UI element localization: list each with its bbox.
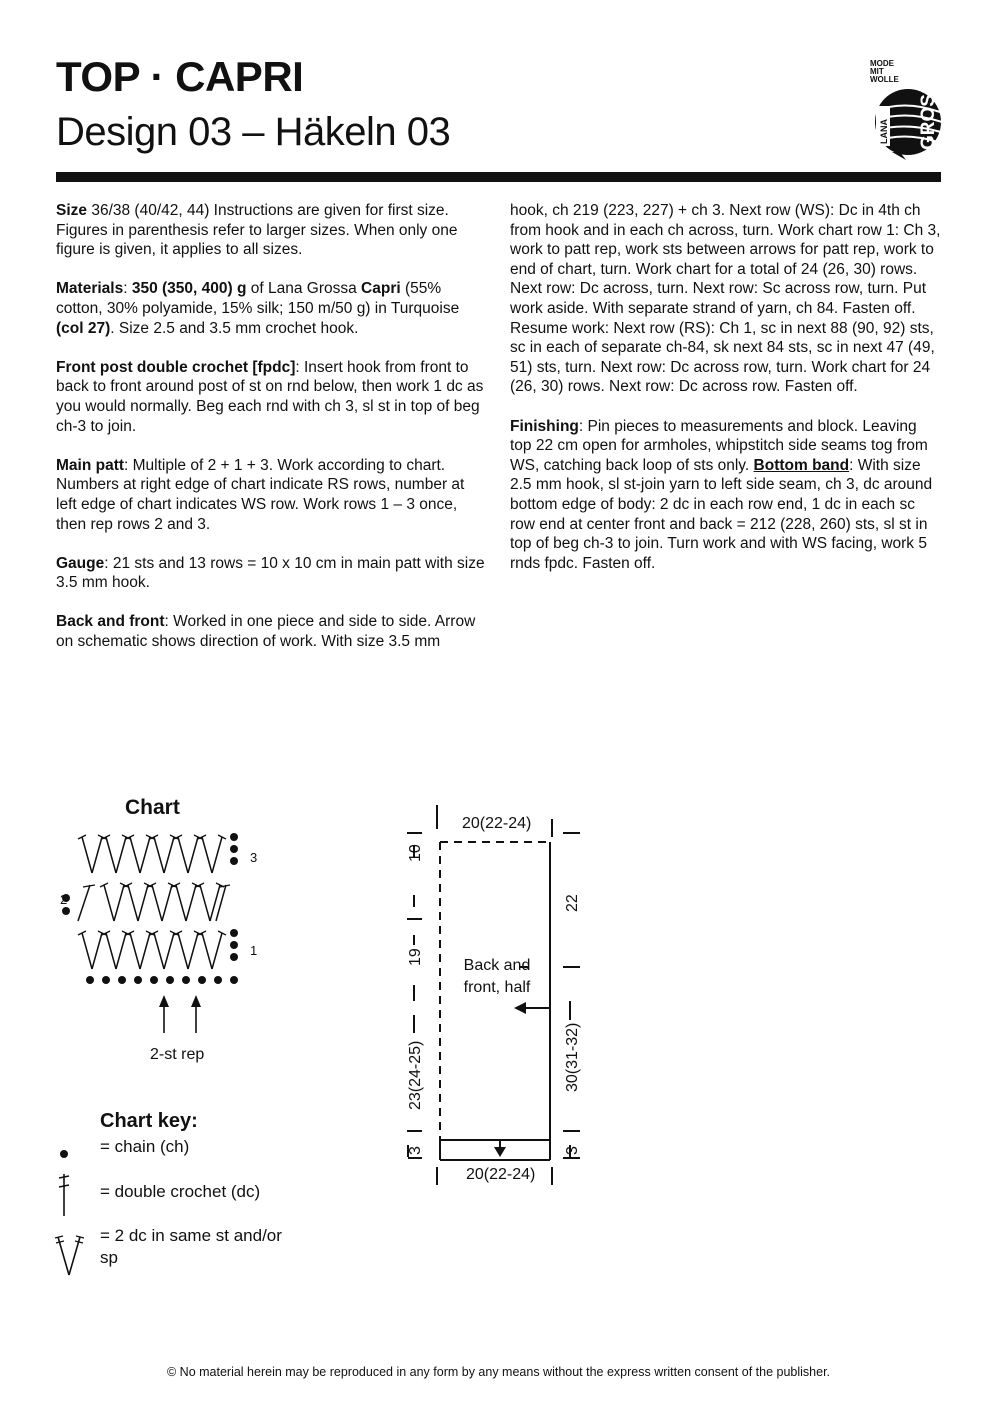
v-stitch-row2 — [210, 885, 220, 921]
dc-symbol-icon — [50, 1170, 90, 1220]
width-bottom-label: 20(22-24) — [466, 1166, 536, 1183]
key-double-crochet: = double crochet (dc) — [100, 1182, 261, 1201]
v-stitch-row2 — [128, 885, 138, 921]
piece-label: Back and front, half — [463, 957, 531, 996]
v-stitch-row2 — [104, 885, 114, 921]
chain-symbol — [62, 907, 70, 915]
two-dc-symbol-icon — [52, 1225, 102, 1280]
v-stitch-row1 — [116, 933, 126, 969]
chain-symbol — [230, 929, 238, 937]
dim-23: 23(24-25) — [407, 1040, 424, 1110]
v-stitch-row3 — [116, 837, 126, 873]
v-stitch-row1 — [154, 933, 164, 969]
chain-symbol — [230, 976, 238, 984]
chain-symbol — [214, 976, 222, 984]
v-stitch-row1 — [164, 933, 174, 969]
v-stitch-row2 — [162, 885, 172, 921]
back-front-continued: hook, ch 219 (223, 227) + ch 3. Next row (WS): Dc in 4th ch from hook and in each ch across, turn. Work chart row 1: Ch 3, work to patt rep, work sts between arrows for patt rep, work to end of chart, turn. Work chart for a total of 24 (26, 30) rows. Next row: Dc across, turn. Next row: Sc across row, turn. Put work aside. With separate strand of yarn, ch 84. Fasten off. Resume work: Next row (RS): Ch 1, sc in next 88 (90, 92) sts, sc in each of separate ch-84, sk next 84 sts, sc in next 47 (49, 51) sts, turn. Next row: Dc across row, turn. Work chart for 24 (26, 30) rows. Next row: Dc across row. Fasten off. — [510, 202, 941, 396]
repeat-label: 2-st rep — [150, 1046, 205, 1063]
v-stitch-row1 — [82, 933, 92, 969]
chart-title: Chart — [125, 796, 180, 819]
instructions-right-column — [510, 201, 942, 593]
materials-section: Materials: 350 (350, 400) g of Lana Grossa Capri (55% cotton, 30% polyamide, 15% silk; 150 m/50 g) in Turquoise (col 27). Size 2.5 and 3.5 mm crochet hook. — [56, 280, 460, 337]
dim-3-left: 3 — [407, 1146, 424, 1155]
key-chain: = chain (ch) — [100, 1137, 190, 1156]
chain-symbol — [86, 976, 94, 984]
chain-symbol — [230, 833, 238, 841]
v-stitch-row1 — [130, 933, 140, 969]
dim-30: 30(31-32) — [564, 1022, 581, 1092]
chain-symbol — [198, 976, 206, 984]
dim-22: 22 — [564, 894, 581, 912]
v-stitch-row3 — [154, 837, 164, 873]
v-stitch-row2 — [138, 885, 148, 921]
width-top-label: 20(22-24) — [462, 815, 532, 832]
v-stitch-row3 — [106, 837, 116, 873]
chain-symbol — [230, 857, 238, 865]
v-stitch-row2 — [152, 885, 162, 921]
v-stitch-row3 — [202, 837, 212, 873]
v-stitch-row2 — [176, 885, 186, 921]
logo-tagline: MODE MIT WOLLE — [870, 59, 899, 84]
gauge-section: Gauge: 21 sts and 13 rows = 10 x 10 cm in main patt with size 3.5 mm hook. — [56, 554, 485, 592]
chain-symbol — [150, 976, 158, 984]
svg-text:LANA: LANA — [879, 119, 889, 144]
v-stitch-row3 — [188, 837, 198, 873]
v-stitch-row1 — [202, 933, 212, 969]
repeat-arrow-head — [159, 995, 169, 1007]
header-divider — [56, 172, 941, 182]
dim-3-right: 3 — [564, 1146, 581, 1155]
v-stitch-row3 — [212, 837, 222, 873]
instructions-left-column — [56, 201, 488, 671]
key-two-dc: = 2 dc in same st and/or sp — [100, 1226, 282, 1267]
chain-symbol — [102, 976, 110, 984]
finishing-section: Finishing: Pin pieces to measurements and block. Leaving top 22 cm open for armholes, whipstitch side seams tog from WS, catching back loop of sts only. Bottom band: With size 2.5 mm hook, sl st-join yarn to left side seam, ch 3, dc around bottom edge of body: 2 dc in each row end, 1 dc in each sc row end at center front and back = 212 (228, 260) sts, sl st in top of beg ch-3 to join. Turn work and with WS facing, work 5 rnds fpdc. Fasten off. — [510, 417, 933, 572]
yarn-ball-icon — [856, 60, 946, 160]
size-section: Size 36/38 (40/42, 44) Instructions are given for first size. Figures in parenthesis refer to larger sizes. When only one figure is given, it applies to all sizes. — [56, 202, 458, 259]
v-stitch-row1 — [92, 933, 102, 969]
v-stitch-row1 — [212, 933, 222, 969]
svg-text:GROSSA: GROSSA — [918, 67, 939, 150]
dim-19: 19 — [407, 948, 424, 966]
v-stitch-row1 — [188, 933, 198, 969]
dim-10: 10 — [407, 844, 424, 862]
v-stitch-row3 — [164, 837, 174, 873]
fpdc-section: Front post double crochet [fpdc]: Insert hook from front to back to front around post of st on rnd below, then work 1 dc as you would normally. Beg each rnd with ch 3, sl st in top of beg ch-3 to join. — [56, 358, 484, 435]
v-stitch-row3 — [82, 837, 92, 873]
v-stitch-row3 — [130, 837, 140, 873]
page-title: TOP · CAPRI — [56, 53, 304, 100]
chain-symbol — [230, 941, 238, 949]
v-stitch-row1 — [140, 933, 150, 969]
chain-symbol — [182, 976, 190, 984]
row-label-1: 1 — [250, 943, 258, 958]
chart-key-title: Chart key: — [100, 1110, 198, 1132]
crochet-chart — [56, 825, 316, 1065]
v-stitch-row2 — [200, 885, 210, 921]
copyright-footer: © No material herein may be reproduced in any form by any means without the express written consent of the publisher. — [166, 1365, 831, 1379]
main-patt-section: Main patt: Multiple of 2 + 1 + 3. Work according to chart. Numbers at right edge of chart indicate RS rows, number at left edge of chart indicates WS row. Work rows 1 – 3 once, then rep rows 2 and 3. — [56, 456, 465, 533]
row-label-3: 3 — [250, 850, 258, 865]
dc-stitch-row2 — [78, 885, 90, 921]
brand-logo — [856, 60, 946, 160]
v-stitch-row3 — [92, 837, 102, 873]
v-stitch-row3 — [178, 837, 188, 873]
dc-stitch-row2 — [216, 885, 226, 921]
chain-symbol — [118, 976, 126, 984]
v-stitch-row2 — [186, 885, 196, 921]
v-stitch-row2 — [114, 885, 124, 921]
v-stitch-row1 — [106, 933, 116, 969]
back-front-section: Back and front: Worked in one piece and side to side. Arrow on schematic shows direction of work. With size 3.5 mm — [56, 613, 476, 651]
v-stitch-row3 — [140, 837, 150, 873]
repeat-arrow-head — [191, 995, 201, 1007]
chain-symbol — [230, 953, 238, 961]
v-stitch-row1 — [178, 933, 188, 969]
chain-symbol-icon — [50, 1138, 90, 1168]
page-subtitle: Design 03 – Häkeln 03 — [56, 110, 451, 154]
chain-symbol — [134, 976, 142, 984]
chain-symbol — [166, 976, 174, 984]
row-label-2: 2 — [60, 892, 68, 907]
chain-symbol — [230, 845, 238, 853]
